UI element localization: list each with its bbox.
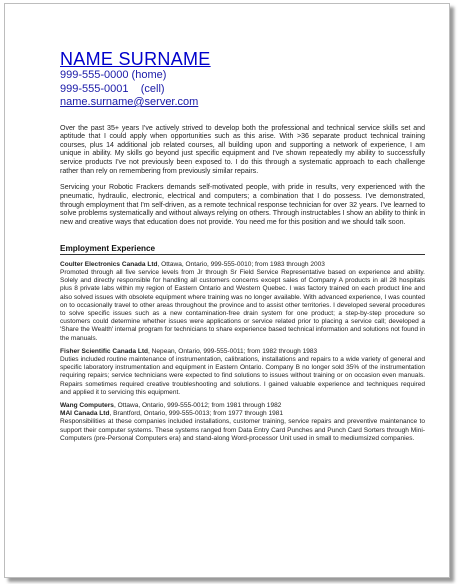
job-header <box>60 402 425 410</box>
job-entry <box>60 402 425 443</box>
company-details: , Ottawa, Ontario, 999-555-0010; from 1983 through 2003 <box>157 260 325 268</box>
company-details: , Ottawa, Ontario, 999-555-0012; from 1981 through 1982 <box>113 401 282 409</box>
job-entry <box>60 261 425 343</box>
job-header <box>60 348 425 356</box>
name-heading: NAME SURNAME <box>60 49 211 69</box>
home-phone: 999-555-0000 (home) <box>60 69 167 81</box>
job-description: Responsibilities at these companies included installations, customer training, service repairs and preventive maintenance to support their computer systems. These systems ranged from Data Entry Card Punches and Punch Card Sorters through Mini-Computers (pre-Personal Computers era) and stand-along Word-processor Unit used in small to mediumsized companies. <box>60 418 425 442</box>
email-link[interactable] <box>60 96 425 110</box>
resume-content <box>60 50 425 448</box>
summary-paragraph-1: Over the past 35+ years I've actively strived to develop both the professional and technical service skills set and aptitude that I could apply when opportunities such as this arise. With >36 separate product technical training courses, plus 14 additional job related courses, all building upon and supporting a network of experience, I am unique in ability. My skills go beyond just specific equipment and I've shown repeatedly my ability to successfully service products I've not previously been exposed to. I do this through a systematic approach to each challenge rather than rely on remembering from previously similar repairs. <box>60 124 425 175</box>
resume-page <box>4 3 450 578</box>
job-header <box>60 410 425 418</box>
company-name: Coulter Electronics Canada Ltd <box>60 260 158 268</box>
summary-paragraph-2: Servicing your Robotic Frackers demands self-motivated people, with pride in results, very experienced with the pneumatic, hydraulic, electronic, electrical and computers; a combination that I do possess. I've demonstrated, through employment that I'm self-driven, as a remote technical response technician for over 32 years. I've learned to solve problems systematically and without always relying on others. Through instructables I show an ability to think in new and creative ways that education does not provide. You need me for this position and we should talk soon. <box>60 184 425 227</box>
company-details: , Nepean, Ontario, 999-555-0011; from 1982 through 1983 <box>148 347 318 355</box>
job-header <box>60 261 425 269</box>
employment-heading: Employment Experience <box>60 244 425 255</box>
company-name: Wang Computers <box>60 401 114 409</box>
job-description: Promoted through all five service levels from Jr through Sr Field Service Representative based on experience and ability. Solely and directly responsible for handling all customers concerns except sales of Company A products in all 28 hospitals plus 8 private labs within my region of Eastern Ontario and Western Quebec. I was factory trained on each product line and also solved issues with obsolete equipment where training was no longer available. With advanced experience, I was counted on to occasionally travel to other areas throughout the province and to assist other territories. I developed several procedures to solve specific issues such as a new contamination-free drain system for one product; a step-by-step procedure so customers could determine whether issues were applications or service related prior to placing a service call; developed a 'Share the Wealth' internal program for technicians to share experience based technical information and solutions not found in the manuals. <box>60 268 425 342</box>
cell-phone: 999-555-0001 (cell) <box>60 82 165 95</box>
company-name: Fisher Scientific Canada Ltd <box>60 347 149 355</box>
email-address[interactable]: name.surname@server.com <box>60 96 199 108</box>
job-entry <box>60 348 425 397</box>
company-details: , Brantford, Ontario, 999-555-0013; from 1977 through 1981 <box>109 410 284 418</box>
job-description: Duties included routine maintenance of instrumentation, calibrations, installations and repairs to a wide variety of general and specific laboratory instrumentation and equipment in Eastern Ontario. Company B no longer sold 35% of the instrumentation requiring repairs; service technicians were expected to find solutions to issues without training or on occasion even manuals. Repairs sometimes required creative troubleshooting and solutions. I gained valuable experience and techniques required and applied it to servicing this equipment. <box>60 355 425 396</box>
company-name: MAI Canada Ltd <box>60 410 110 418</box>
